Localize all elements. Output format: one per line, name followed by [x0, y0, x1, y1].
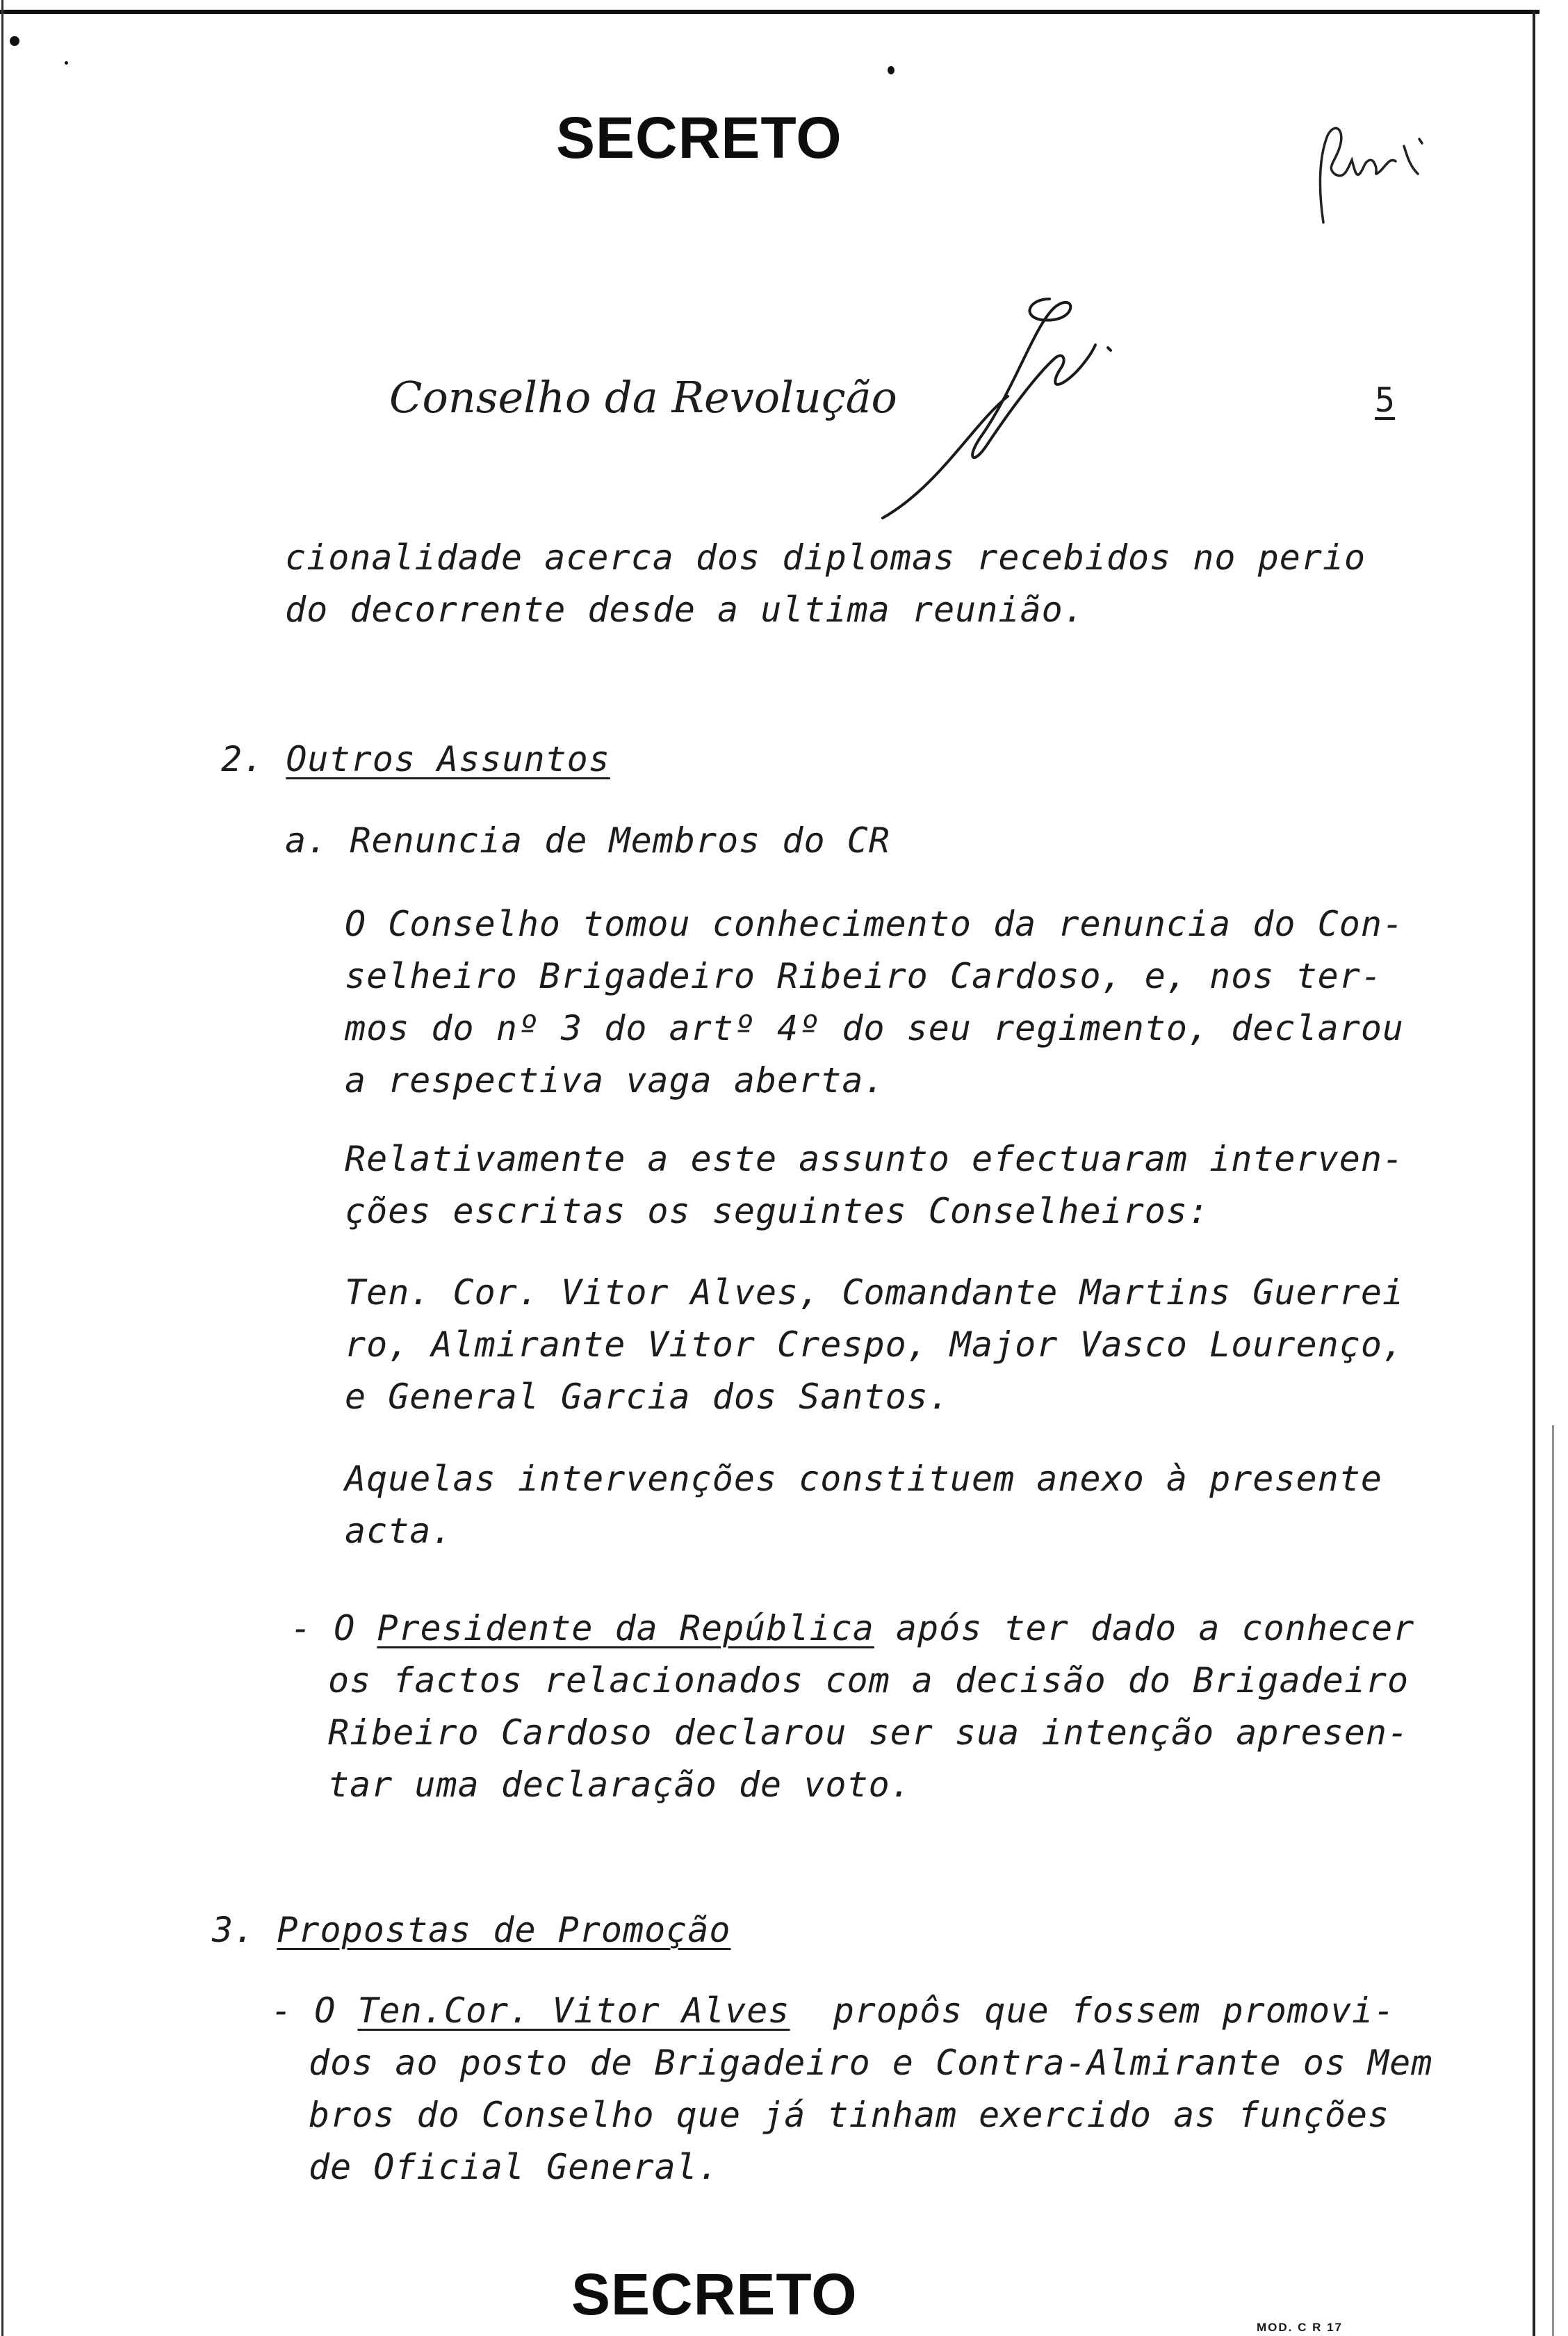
council-header-title: Conselho da Revolução	[389, 372, 897, 423]
body-line: selheiro Brigadeiro Ribeiro Cardoso, e, nos ter-	[345, 956, 1382, 996]
body-line: Aquelas intervenções constituem anexo à presente	[345, 1459, 1382, 1499]
section-heading	[212, 1910, 730, 1950]
classification-top: SECRETO	[556, 105, 842, 170]
section-title: Outros Assuntos	[286, 739, 610, 779]
bullet-line: - O Ten.Cor. Vitor Alves propôs que fossem promovi-	[271, 1990, 1396, 2031]
body-line: dos ao posto de Brigadeiro e Contra-Almirante os Mem	[309, 2043, 1433, 2083]
margin-handwritten-note	[1314, 118, 1439, 236]
form-code: MOD. C R 17	[1257, 2321, 1344, 2334]
body-line: e General Garcia dos Santos.	[345, 1377, 950, 1417]
body-line: de Oficial General.	[309, 2147, 719, 2187]
section-number: 3.	[212, 1910, 256, 1950]
body-line: os factos relacionados com a decisão do Brigadeiro	[328, 1660, 1410, 1701]
subsection-title: Renuncia de Membros do CR	[350, 820, 890, 861]
scan-speck	[10, 36, 19, 46]
subsection-letter: a.	[285, 820, 329, 861]
body-line: mos do nº 3 do artº 4º do seu regimento, declarou	[345, 1008, 1405, 1048]
body-line: acta.	[345, 1511, 453, 1551]
scan-right-edge	[1533, 10, 1535, 2336]
scan-speck	[65, 61, 68, 65]
body-line: tar uma declaração de voto.	[328, 1765, 912, 1805]
body-line: do decorrente desde a ultima reunião.	[285, 590, 1085, 630]
body-line: ro, Almirante Vitor Crespo, Major Vasco Lourenço,	[345, 1324, 1405, 1365]
bullet-dash: -	[271, 1990, 293, 2031]
body-line: Ribeiro Cardoso declarou ser sua intenção apresen-	[328, 1712, 1410, 1753]
section-heading	[221, 739, 610, 779]
scan-top-edge	[0, 10, 1540, 14]
section-number: 2.	[221, 739, 265, 779]
body-line: O Conselho tomou conhecimento da renuncia do Con-	[345, 904, 1405, 944]
page-number: 5	[1375, 381, 1395, 420]
scan-speck	[888, 66, 895, 74]
underlined-name: Presidente da República	[377, 1608, 874, 1648]
subsection-heading	[285, 820, 890, 861]
body-line: Relativamente a este assunto efectuaram interven-	[345, 1139, 1405, 1179]
section-title: Propostas de Promoção	[277, 1910, 731, 1950]
scan-left-edge	[1, 0, 3, 2336]
scan-right-edge-shadow	[1552, 1425, 1554, 2336]
body-line: cionalidade acerca dos diplomas recebidos no perio	[285, 537, 1366, 578]
classification-bottom: SECRETO	[571, 2262, 858, 2327]
bullet-line: - O Presidente da República após ter dado a conhecer	[291, 1608, 1415, 1648]
bullet-dash: -	[291, 1608, 313, 1648]
body-line: bros do Conselho que já tinham exercido as funções	[309, 2095, 1390, 2135]
body-line: a respectiva vaga aberta.	[345, 1060, 885, 1101]
underlined-name: Ten.Cor. Vitor Alves	[357, 1990, 790, 2031]
body-line: ções escritas os seguintes Conselheiros:	[345, 1191, 1210, 1231]
body-line: Ten. Cor. Vitor Alves, Comandante Martins Guerrei	[345, 1272, 1405, 1313]
signature	[869, 278, 1161, 528]
